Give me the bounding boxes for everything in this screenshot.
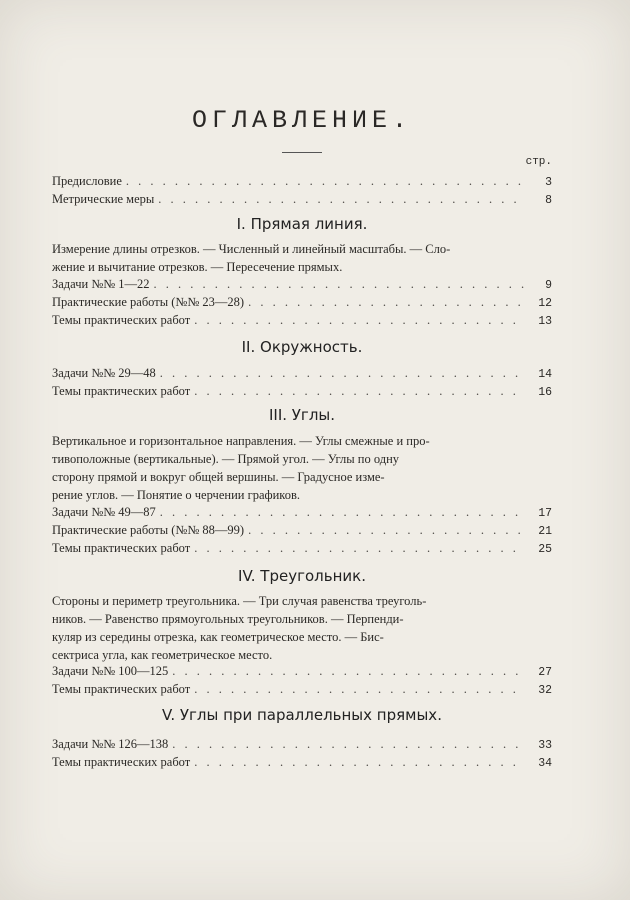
title-divider xyxy=(282,152,322,153)
dot-leader xyxy=(154,275,524,293)
toc-entry[interactable] xyxy=(52,503,552,521)
toc-entry[interactable] xyxy=(52,521,552,539)
section-description xyxy=(52,240,552,276)
toc-entry-title: Темы практических работ xyxy=(52,384,191,398)
dot-leader xyxy=(160,503,524,521)
section-description xyxy=(52,592,552,664)
section-heading: III. Углы. xyxy=(268,406,336,424)
toc-entry-page: 34 xyxy=(538,757,552,770)
dot-leader xyxy=(172,662,524,680)
toc-entry-page: 12 xyxy=(538,297,552,310)
toc-entry-page: 9 xyxy=(545,279,552,292)
description-line: Стороны и периметр треугольника. — Три случая равенства треуголь- xyxy=(52,594,427,608)
toc-entry-title: Задачи №№ 29—48 xyxy=(52,366,156,380)
dot-leader xyxy=(248,293,524,311)
toc-entry-page: 33 xyxy=(538,739,552,752)
section-heading: V. Углы при параллельных прямых. xyxy=(162,706,442,724)
description-line: рение углов. — Понятие о черчении графиков. xyxy=(52,488,301,502)
description-line: тивоположные (вертикальные). — Прямой угол. — Углы по одну xyxy=(52,452,400,466)
toc-entry-title: Практические работы (№№ 88—99) xyxy=(52,523,245,537)
page-column-label: стр. xyxy=(525,156,552,168)
toc-entry-title: Задачи №№ 126—138 xyxy=(52,737,169,751)
toc-entry-page: 13 xyxy=(538,315,552,328)
toc-entry[interactable] xyxy=(52,364,552,382)
page-title: ОГЛАВЛЕНИЕ. xyxy=(191,106,413,135)
dot-leader xyxy=(194,382,524,400)
toc-entry[interactable] xyxy=(52,172,552,190)
description-line: ников. — Равенство прямоугольных треугольников. — Перпенди- xyxy=(52,612,404,626)
dot-leader xyxy=(194,680,524,698)
toc-entry-title: Задачи №№ 1—22 xyxy=(52,277,150,291)
section-description xyxy=(52,432,552,504)
toc-entry[interactable] xyxy=(52,275,552,293)
section-heading: I. Прямая линия. xyxy=(236,215,368,233)
toc-entry-page: 8 xyxy=(545,194,552,207)
toc-entry[interactable] xyxy=(52,539,552,557)
description-line: куляр из середины отрезка, как геометрическое место. — Бис- xyxy=(52,630,384,644)
toc-entry[interactable] xyxy=(52,753,552,771)
section-heading: IV. Треугольник. xyxy=(238,567,366,585)
toc-entry-page: 21 xyxy=(538,525,552,538)
toc-entry-page: 16 xyxy=(538,386,552,399)
toc-entry-page: 14 xyxy=(538,368,552,381)
toc-entry-page: 27 xyxy=(538,666,552,679)
toc-entry-title: Темы практических работ xyxy=(52,755,191,769)
dot-leader xyxy=(160,364,524,382)
dot-leader xyxy=(194,311,524,329)
toc-entry[interactable] xyxy=(52,735,552,753)
toc-entry-title: Задачи №№ 49—87 xyxy=(52,505,156,519)
dot-leader xyxy=(172,735,524,753)
toc-entry[interactable] xyxy=(52,190,552,208)
dot-leader xyxy=(158,190,524,208)
toc-entry-page: 3 xyxy=(545,176,552,189)
toc-entry-title: Темы практических работ xyxy=(52,541,191,555)
toc-entry[interactable] xyxy=(52,382,552,400)
dot-leader xyxy=(194,539,524,557)
toc-entry[interactable] xyxy=(52,680,552,698)
toc-entry-title: Предисловие xyxy=(52,174,122,188)
toc-entry-title: Темы практических работ xyxy=(52,682,191,696)
dot-leader xyxy=(194,753,524,771)
toc-entry[interactable] xyxy=(52,293,552,311)
toc-entry-page: 25 xyxy=(538,543,552,556)
description-line: Вертикальное и горизонтальное направления. — Углы смежные и про- xyxy=(52,434,430,448)
toc-entry-title: Метрические меры xyxy=(52,192,155,206)
description-line: Измерение длины отрезков. — Численный и линейный масштабы. — Сло- xyxy=(52,242,451,256)
toc-entry-page: 17 xyxy=(538,507,552,520)
section-heading: II. Окружность. xyxy=(241,338,363,356)
description-line: жение и вычитание отрезков. — Пересечение прямых. xyxy=(52,260,343,274)
description-line: сторону прямой и вокруг общей вершины. — Градусное изме- xyxy=(52,470,385,484)
toc-entry-page: 32 xyxy=(538,684,552,697)
toc-entry[interactable] xyxy=(52,311,552,329)
dot-leader xyxy=(126,172,524,190)
toc-entry-title: Темы практических работ xyxy=(52,313,191,327)
toc-entry-title: Практические работы (№№ 23—28) xyxy=(52,295,245,309)
description-line: сектриса угла, как геометрическое место. xyxy=(52,648,273,662)
dot-leader xyxy=(248,521,524,539)
toc-entry-title: Задачи №№ 100—125 xyxy=(52,664,169,678)
toc-entry[interactable] xyxy=(52,662,552,680)
